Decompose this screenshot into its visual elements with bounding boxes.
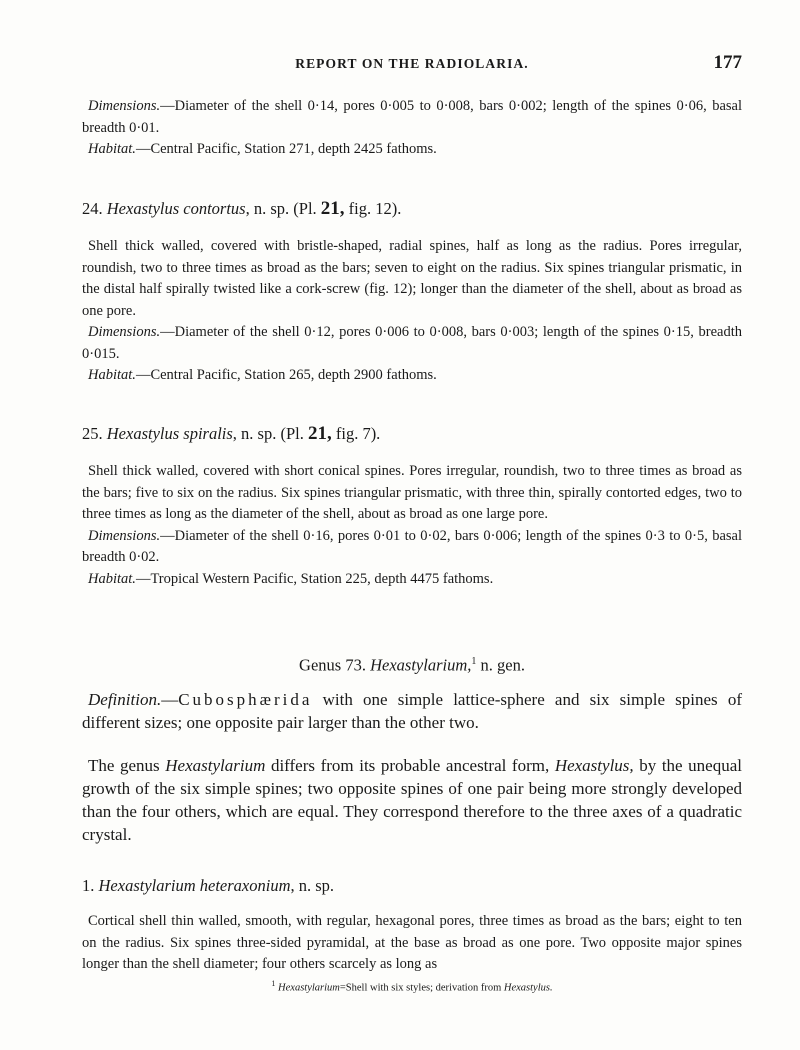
genus-suffix: n. gen. <box>476 655 525 675</box>
definition-label: Definition. <box>88 690 162 709</box>
paragraph-genus-name: Hexastylarium <box>165 756 266 775</box>
intro-dimensions <box>82 96 742 139</box>
definition-family: Cubosphærida <box>178 690 313 709</box>
species-description: Cortical shell thin walled, smooth, with regular, hexagonal pores, three times as broad as the bars; eight to ten on the radius. Six spines three-sided pyramidal, at the base as broad as one pore. Two opposite major spines longer than the shell diameter; four others scarcely as long as <box>82 913 742 972</box>
species-name: Hexastylarium heteraxonium <box>98 876 291 895</box>
habitat-text: —Tropical Western Pacific, Station 225, depth 4475 fathoms. <box>135 570 494 587</box>
footnote-genus: Hexastylarium <box>278 982 340 994</box>
species-description: Shell thick walled, covered with short conical spines. Pores irregular, roundish, two to three times as broad as the bars; five to six on the radius. Six spines triangular prismatic, with three thin, spirally contorted edges, two to three times as long as the diameter of the shell, about as broad as one large pore. <box>82 463 742 522</box>
dimensions-label: Dimensions. <box>88 527 161 544</box>
species-25-body <box>82 461 742 590</box>
genus-name: Hexastylarium, <box>370 655 472 675</box>
footnote-ref: 1 <box>471 656 477 667</box>
plate-number: 21, <box>320 198 345 219</box>
species-number: 1. <box>82 876 95 895</box>
species-24-body <box>82 236 742 387</box>
species-habitat <box>82 365 742 387</box>
footnote-marker: 1 <box>271 979 276 988</box>
footnote <box>82 977 742 996</box>
species-heading-text: , n. sp. <box>290 876 335 895</box>
paragraph-genus-name: Hexastylus, <box>554 756 634 775</box>
footnote-text: =Shell with six styles; derivation from <box>339 982 504 994</box>
species-25-heading <box>82 423 742 445</box>
species-dimensions <box>82 322 742 365</box>
paragraph-text: by the unequal growth of the six simple spines; two opposite spines of one pair being more strongly developed than the four others, which are equal. They correspond therefore to the three axes of a quadratic crystal. <box>82 756 742 844</box>
habitat-label: Habitat. <box>88 367 136 383</box>
species-number: 25. <box>82 424 103 443</box>
species-heading-text: , n. sp. (Pl. <box>232 424 308 443</box>
dimensions-text: —Diameter of the shell 0·14, pores 0·005 to 0·008, bars 0·002; length of the spines 0·06, basal breadth 0·01. <box>82 98 742 136</box>
definition-paragraph <box>82 688 742 734</box>
species-1-heading <box>82 875 742 897</box>
species-heading-text: fig. 12). <box>344 199 402 218</box>
running-title: REPORT ON THE RADIOLARIA. <box>295 56 529 71</box>
habitat-label: Habitat. <box>88 570 136 587</box>
dimensions-text: —Diameter of the shell 0·12, pores 0·006 to 0·008, bars 0·003; length of the spines 0·15, breadth 0·015. <box>82 324 742 362</box>
genus-definition <box>82 688 742 734</box>
intro-habitat <box>82 139 742 161</box>
species-name: Hexastylus contortus <box>106 199 246 218</box>
species-description: Shell thick walled, covered with bristle-shaped, radial spines, half as long as the radius. Pores irregular, roundish, two to three times as broad as the bars; seven to eight on the radius. Six spines triangular prismatic, in the distal half spirally twisted like a cork-screw (fig. 12); longer than the diameter of the shell, about as broad as one pore. <box>82 238 742 319</box>
species-heading-text: , n. sp. (Pl. <box>245 199 321 218</box>
dimensions-label: Dimensions. <box>88 98 161 114</box>
running-header <box>82 52 742 73</box>
paragraph-text: The genus <box>88 756 166 775</box>
species-dimensions <box>82 526 742 569</box>
habitat-text: —Central Pacific, Station 271, depth 2425 fathoms. <box>135 141 437 157</box>
species-heading-text: fig. 7). <box>331 424 381 443</box>
definition-text: with one simple lattice-sphere and six simple spines of different sizes; one opposite pair larger than the other two. <box>82 690 742 732</box>
dimensions-text: —Diameter of the shell 0·16, pores 0·01 to 0·02, bars 0·006; length of the spines 0·3 to 0·5, basal breadth 0·02. <box>82 527 742 565</box>
species-number: 24. <box>82 199 103 218</box>
paragraph-text: differs from its probable ancestral form, <box>265 756 555 775</box>
genus-prefix: Genus 73. <box>299 655 371 675</box>
species-1-body <box>82 911 742 976</box>
footnote-derivation: Hexastylus. <box>503 982 553 994</box>
genus-paragraph <box>82 754 742 846</box>
page-number: 177 <box>713 52 742 73</box>
plate-number: 21, <box>307 423 332 444</box>
habitat-label: Habitat. <box>88 141 136 157</box>
species-habitat <box>82 569 742 591</box>
habitat-text: —Central Pacific, Station 265, depth 2900 fathoms. <box>135 367 437 383</box>
genus-heading <box>82 651 742 677</box>
species-24-heading <box>82 198 742 220</box>
genus-discussion <box>82 754 742 846</box>
dimensions-label: Dimensions. <box>88 324 161 340</box>
definition-dash: — <box>161 690 179 709</box>
species-name: Hexastylus spiralis <box>106 424 233 443</box>
intro-block <box>82 96 742 161</box>
